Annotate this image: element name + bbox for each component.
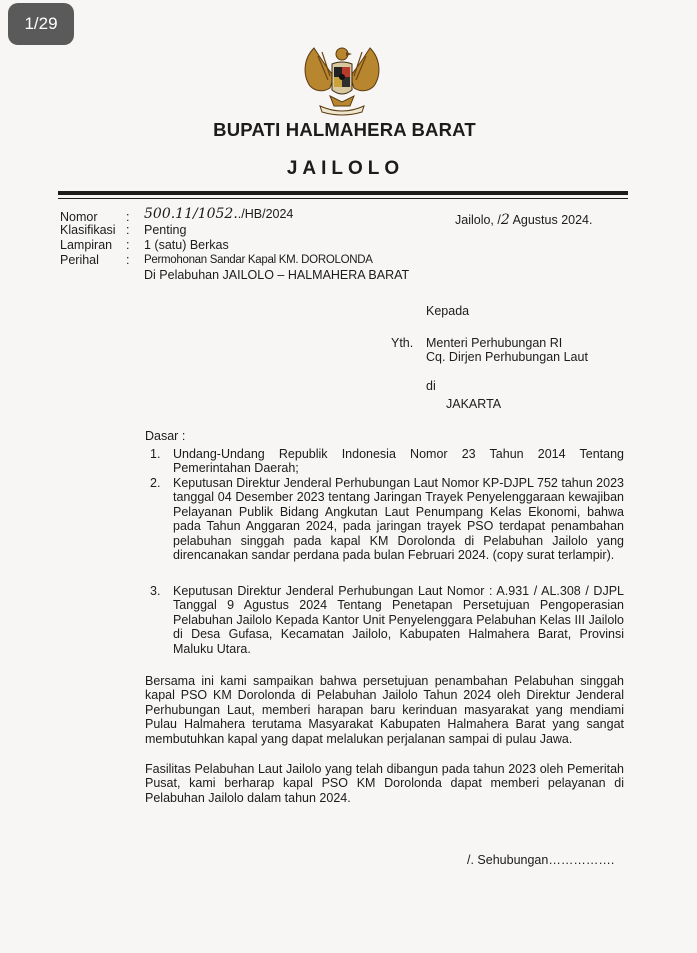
recipient-di: di: [426, 379, 436, 393]
dateline-prefix: Jailolo, /: [455, 213, 501, 227]
body-paragraph: Bersama ini kami sampaikan bahwa persetujuan penambahan Pelabuhan singgah kapal PSO KM Dorolonda di Pelabuhan Jailolo Tahun 2024 oleh Direktur Jenderal Perhubungan Laut, memberi harapan baru kerinduan masyarakat yang mendiami Pulau Halmahera terutama Masyarakat Kabupaten Halmahera Barat yang sangat membutuhkan kapal yang dapat melalukan perjalanan sampai di pulau Jawa.: [145, 674, 624, 746]
recipient-line1: Menteri Perhubungan RI: [426, 336, 563, 350]
meta-label: Klasifikasi: [60, 223, 116, 237]
meta-colon: :: [126, 253, 130, 267]
dasar-item-number: 3.: [150, 584, 161, 598]
meta-label: Perihal: [60, 253, 99, 267]
recipient-kepada: Kepada: [426, 304, 470, 318]
meta-value: [144, 207, 293, 221]
meta-colon: :: [126, 210, 130, 224]
letterhead-city: JAILOLO: [286, 158, 405, 179]
handwritten-number: 500.11/1052.: [144, 206, 238, 222]
letterhead-rule-thin: [58, 198, 628, 199]
meta-value: 1 (satu) Berkas: [144, 238, 229, 252]
page-counter-badge: 1/29: [8, 3, 74, 45]
printed-number-suffix: ./HB/2024: [237, 207, 294, 221]
dasar-heading: Dasar :: [145, 429, 186, 443]
meta-label: Lampiran: [60, 238, 113, 252]
dasar-item-number: 1.: [150, 447, 161, 461]
meta-label: Nomor: [60, 210, 98, 224]
letterhead-title: BUPATI HALMAHERA BARAT: [213, 119, 476, 140]
dateline-suffix: Agustus 2024.: [509, 213, 593, 227]
page-continuation: /. Sehubungan…………….: [467, 853, 615, 867]
dateline-day: 2: [500, 212, 510, 228]
meta-value-line2: Di Pelabuhan JAILOLO – HALMAHERA BARAT: [144, 268, 410, 282]
meta-colon: :: [126, 238, 130, 252]
meta-value: Penting: [144, 223, 187, 237]
body-paragraph: Fasilitas Pelabuhan Laut Jailolo yang telah dibangun pada tahun 2023 oleh Pemeritah Pusat, kami berharap kapal PSO KM Dorolonda dapat memberi pelayanan di Pelabuhan Jailolo dalam tahun 2024.: [145, 762, 624, 805]
meta-value: Permohonan Sandar Kapal KM. DOROLONDA: [144, 254, 373, 266]
dateline: [455, 212, 592, 228]
meta-colon: :: [126, 223, 130, 237]
recipient-yth: Yth.: [391, 336, 414, 350]
dasar-item-text: Undang-Undang Republik Indonesia Nomor 23 Tahun 2014 Tentang Pemerintahan Daerah;: [173, 447, 624, 476]
dasar-item-text: Keputusan Direktur Jenderal Perhubungan Laut Nomor KP-DJPL 752 tahun 2023 tanggal 04 Desember 2023 tentang Jaringan Trayek Penyelenggaraan kewajiban Pelayanan Publik Bidang Angkutan Laut Penumpang Kelas Ekonomi, bahwa pada Tahun Anggaran 2024, pada jaringan trayek PSO terdapat penambahan pelabuhan singgah pada kapal KM Dorolonda di Pelabuhan Jailolo yang direncanakan sandar perdana pada bulan Februari 2024. (copy surat terlampir).: [173, 476, 624, 563]
letterhead-rule-thick: [58, 191, 628, 195]
recipient-city: JAKARTA: [446, 397, 502, 411]
dasar-item-number: 2.: [150, 476, 161, 490]
dasar-item-text: Keputusan Direktur Jenderal Perhubungan Laut Nomor : A.931 / AL.308 / DJPL Tanggal 9 Agustus 2024 Tentang Penetapan Persetujuan Pengoperasian Pelabuhan Jailolo Kepada Kantor Unit Penyelenggara Pelabuhan Kelas III Jailolo di Desa Gufasa, Kecamatan Jailolo, Kabupaten Halmahera Barat, Provinsi Maluku Utara.: [173, 584, 624, 656]
garuda-emblem-icon: [300, 40, 384, 118]
recipient-line2: Cq. Dirjen Perhubungan Laut: [426, 350, 588, 364]
